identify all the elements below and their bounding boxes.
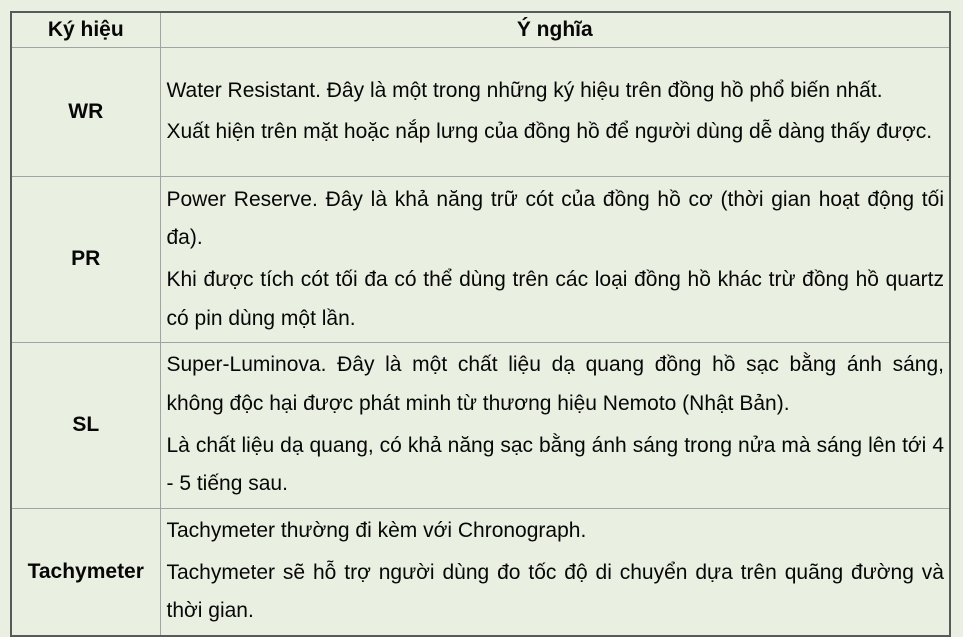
meaning-paragraph: Power Reserve. Đây là khả năng trữ cót của đồng hồ cơ (thời gian hoạt động tối đa).	[166, 187, 944, 250]
table-row-pr	[11, 177, 950, 343]
watch-symbol-glossary-table	[10, 11, 951, 637]
meaning-cell-sl	[160, 342, 950, 508]
table-row-wr	[11, 48, 950, 177]
symbol-label-wr: WR	[11, 48, 160, 177]
symbol-label-tachymeter: Tachymeter	[11, 508, 160, 636]
meaning-paragraph: Tachymeter thường đi kèm với Chronograph.	[166, 519, 587, 543]
meaning-paragraph: Tachymeter sẽ hỗ trợ người dùng đo tốc độ di chuyển dựa trên quãng đường và thời gian.	[166, 560, 944, 623]
meaning-paragraph: Super-Luminova. Đây là một chất liệu dạ quang đồng hồ sạc bằng ánh sáng, không độc hại được phát minh từ thương hiệu Nemoto (Nhật Bản).	[166, 353, 944, 416]
table-row-tachymeter	[11, 508, 950, 636]
meaning-paragraph: Water Resistant. Đây là một trong những ký hiệu trên đồng hồ phổ biến nhất.	[166, 78, 883, 102]
meaning-cell-tachymeter	[160, 508, 950, 636]
meaning-cell-wr	[160, 48, 950, 177]
meaning-paragraph: Là chất liệu dạ quang, có khả năng sạc bằng ánh sáng trong nửa mà sáng lên tới 4 - 5 tiếng sau.	[166, 433, 944, 496]
meaning-paragraph: Khi được tích cót tối đa có thể dùng trên các loại đồng hồ khác trừ đồng hồ quartz có pin dùng một lần.	[166, 267, 944, 330]
column-header-symbol: Ký hiệu	[11, 12, 160, 48]
meaning-cell-pr	[160, 177, 950, 343]
meaning-paragraph: Xuất hiện trên mặt hoặc nắp lưng của đồng hồ để người dùng dễ dàng thấy được.	[166, 120, 933, 144]
symbol-label-pr: PR	[11, 177, 160, 343]
symbol-label-sl: SL	[11, 342, 160, 508]
table-header-row	[11, 12, 950, 48]
table-row-sl	[11, 342, 950, 508]
column-header-meaning: Ý nghĩa	[160, 12, 950, 48]
